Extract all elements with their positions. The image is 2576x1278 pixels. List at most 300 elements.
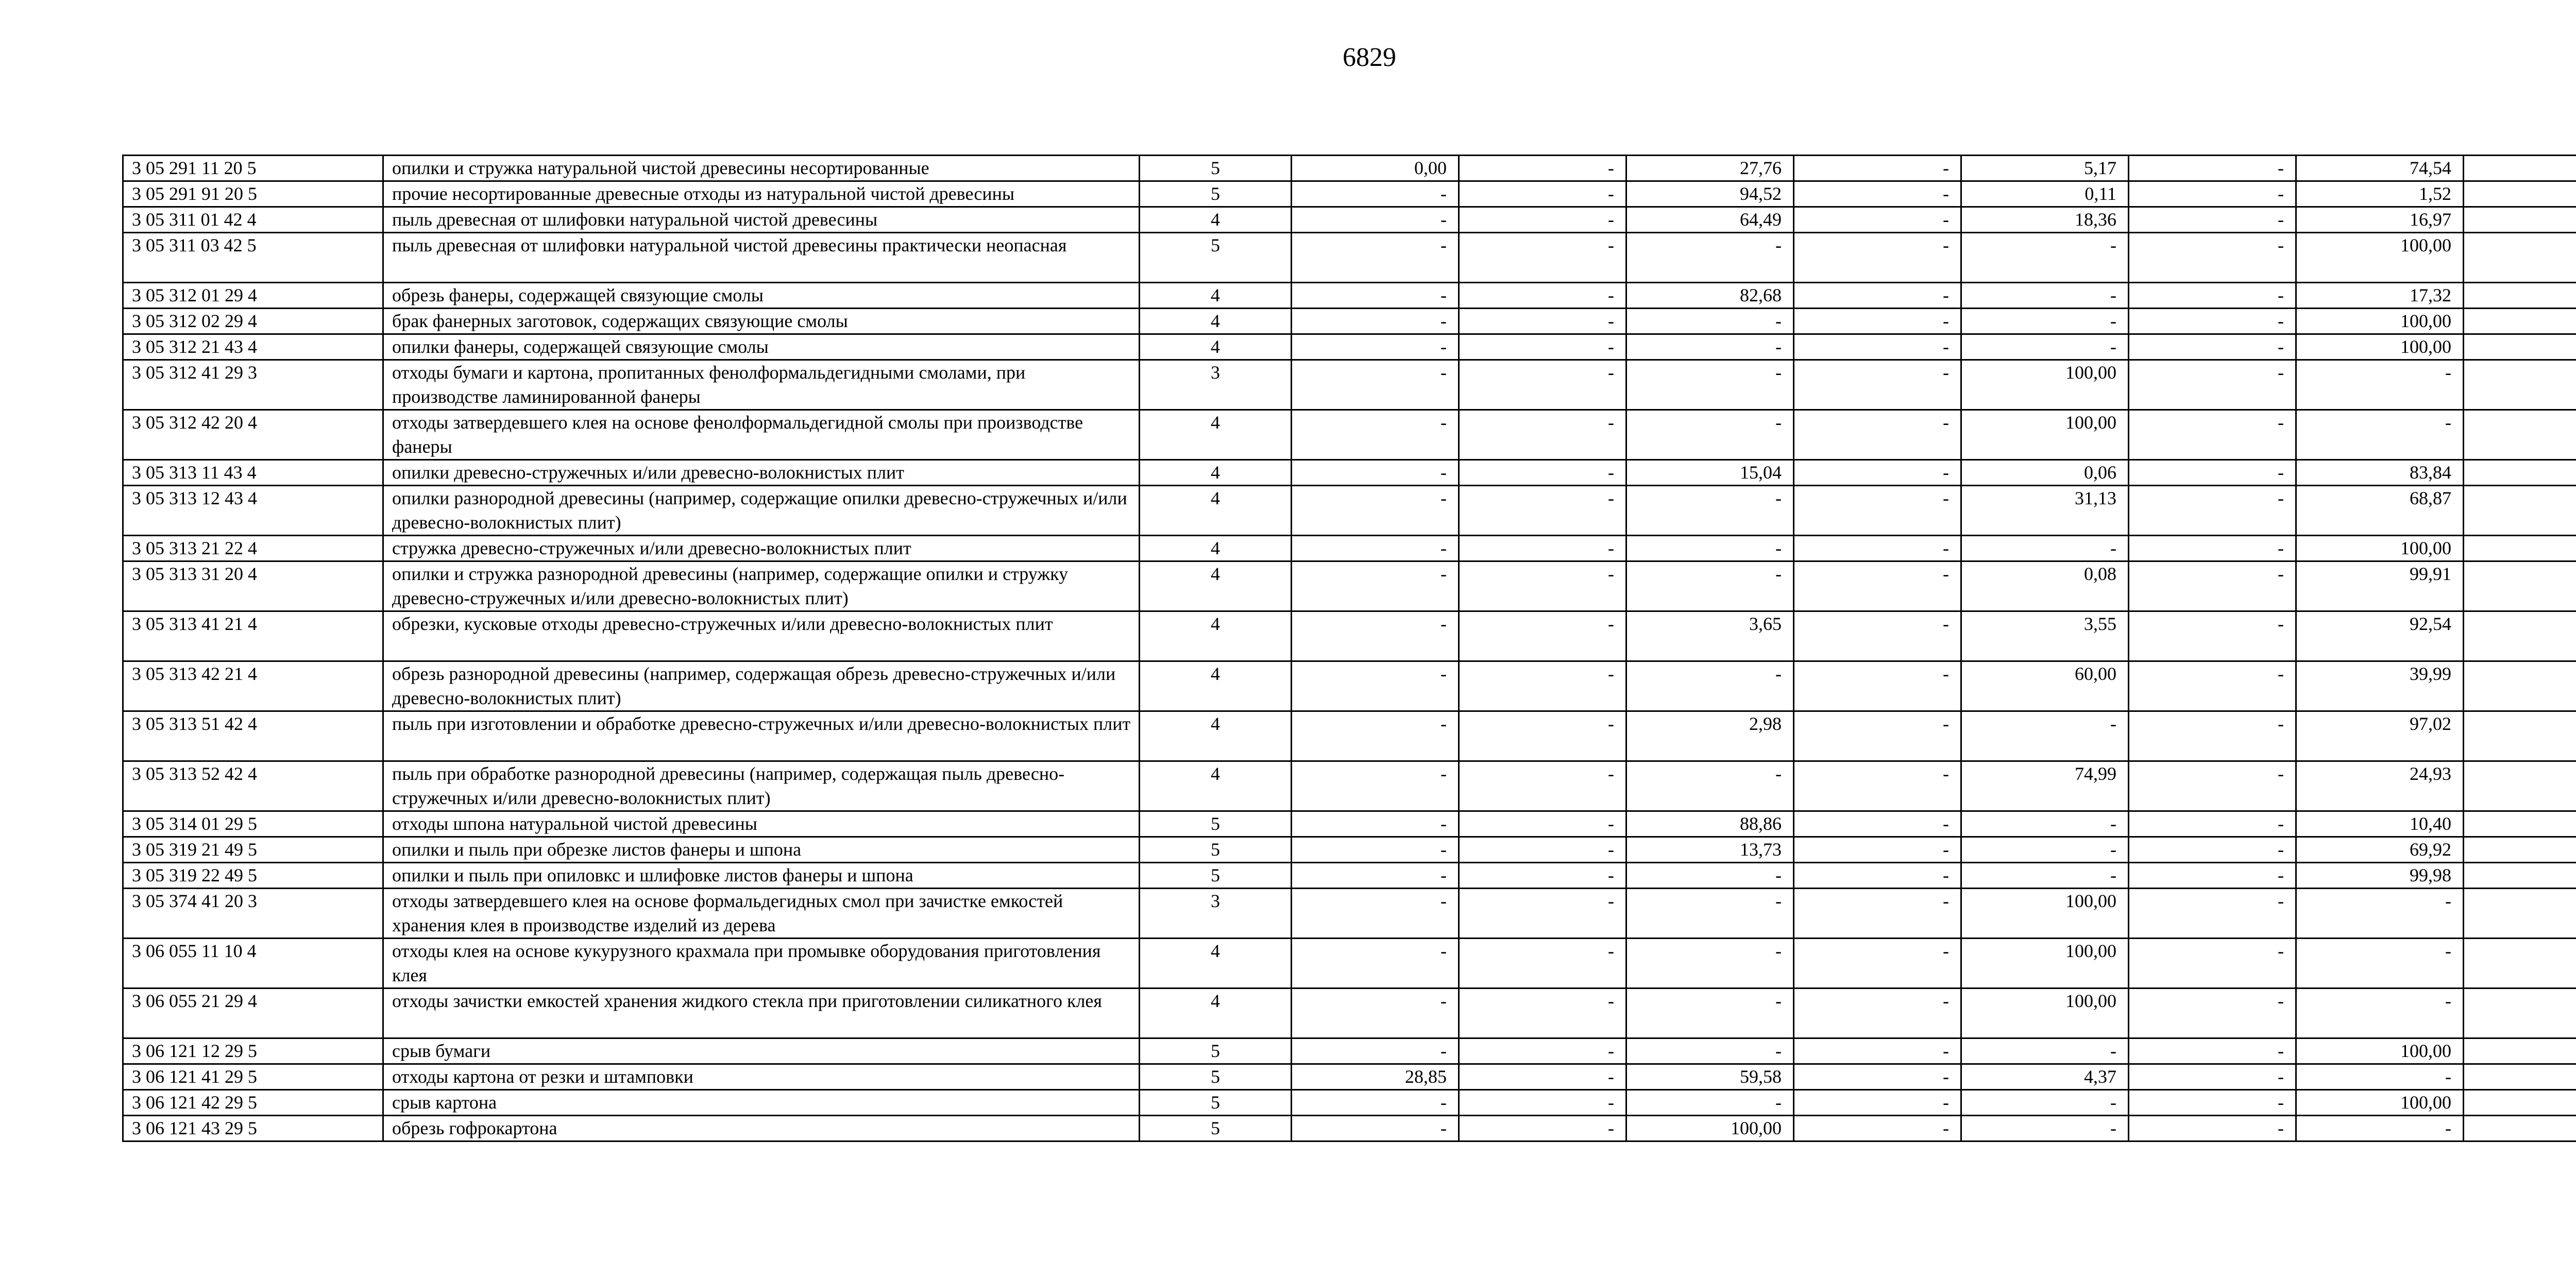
value-2-cell: - bbox=[1459, 181, 1626, 207]
value-6-cell: - bbox=[2129, 309, 2296, 334]
value-4-cell: - bbox=[1794, 460, 1961, 486]
value-5-cell: 100,00 bbox=[1961, 989, 2129, 1038]
value-5-cell: 0,06 bbox=[1961, 460, 2129, 486]
table-row bbox=[123, 1064, 2576, 1090]
waste-code-cell: 3 05 291 91 20 5 bbox=[123, 181, 383, 207]
value-4-cell: - bbox=[1794, 207, 1961, 233]
value-4-cell: - bbox=[1794, 410, 1961, 460]
hazard-class-cell: 4 bbox=[1140, 283, 1292, 309]
value-3-cell: 3,65 bbox=[1626, 611, 1794, 661]
hazard-class-cell: 5 bbox=[1140, 863, 1292, 889]
value-3-cell: - bbox=[1626, 939, 1794, 989]
waste-code-cell: 3 05 313 11 43 4 bbox=[123, 460, 383, 486]
value-6-cell: - bbox=[2129, 863, 2296, 889]
value-3-cell: 59,58 bbox=[1626, 1064, 1794, 1090]
value-1-cell: - bbox=[1292, 989, 1459, 1038]
table-row bbox=[123, 207, 2576, 233]
value-3-cell: - bbox=[1626, 309, 1794, 334]
value-7-cell: 10,40 bbox=[2296, 811, 2464, 837]
value-2-cell: - bbox=[1459, 837, 1626, 863]
waste-code-cell: 3 05 319 22 49 5 bbox=[123, 863, 383, 889]
value-8-cell bbox=[2464, 334, 2576, 360]
table-row bbox=[123, 889, 2576, 939]
value-8-cell bbox=[2464, 611, 2576, 661]
hazard-class-cell: 4 bbox=[1140, 611, 1292, 661]
waste-code-cell: 3 05 312 42 20 4 bbox=[123, 410, 383, 460]
value-5-cell: 18,36 bbox=[1961, 207, 2129, 233]
hazard-class-cell: 5 bbox=[1140, 1064, 1292, 1090]
value-7-cell: - bbox=[2296, 1116, 2464, 1141]
value-6-cell: - bbox=[2129, 611, 2296, 661]
value-3-cell: 15,04 bbox=[1626, 460, 1794, 486]
waste-code-cell: 3 05 313 12 43 4 bbox=[123, 486, 383, 536]
table-row bbox=[123, 939, 2576, 989]
value-2-cell: - bbox=[1459, 863, 1626, 889]
value-1-cell: - bbox=[1292, 711, 1459, 761]
waste-name-cell: брак фанерных заготовок, содержащих связующие смолы bbox=[383, 309, 1140, 334]
value-5-cell: 0,11 bbox=[1961, 181, 2129, 207]
value-8-cell bbox=[2464, 360, 2576, 410]
value-5-cell: 74,99 bbox=[1961, 761, 2129, 811]
value-6-cell: - bbox=[2129, 837, 2296, 863]
value-4-cell: - bbox=[1794, 309, 1961, 334]
value-4-cell: - bbox=[1794, 939, 1961, 989]
waste-code-cell: 3 05 291 11 20 5 bbox=[123, 156, 383, 181]
table-row bbox=[123, 837, 2576, 863]
value-2-cell: - bbox=[1459, 536, 1626, 561]
value-7-cell: 74,54 bbox=[2296, 156, 2464, 181]
value-4-cell: - bbox=[1794, 181, 1961, 207]
value-8-cell bbox=[2464, 460, 2576, 486]
value-6-cell: - bbox=[2129, 233, 2296, 283]
value-3-cell: - bbox=[1626, 486, 1794, 536]
waste-name-cell: стружка древесно-стружечных и/или древесно-волокнистых плит bbox=[383, 536, 1140, 561]
waste-name-cell: срыв картона bbox=[383, 1090, 1140, 1116]
value-5-cell: - bbox=[1961, 837, 2129, 863]
value-8-cell bbox=[2464, 410, 2576, 460]
value-5-cell: 100,00 bbox=[1961, 410, 2129, 460]
value-1-cell: - bbox=[1292, 863, 1459, 889]
value-4-cell: - bbox=[1794, 1090, 1961, 1116]
table-row bbox=[123, 611, 2576, 661]
waste-name-cell: опилки и пыль при опиловкс и шлифовке листов фанеры и шпона bbox=[383, 863, 1140, 889]
value-6-cell: - bbox=[2129, 811, 2296, 837]
value-7-cell: - bbox=[2296, 360, 2464, 410]
value-6-cell: - bbox=[2129, 1038, 2296, 1064]
table-row bbox=[123, 811, 2576, 837]
value-8-cell bbox=[2464, 181, 2576, 207]
value-1-cell: - bbox=[1292, 661, 1459, 711]
value-5-cell: 0,08 bbox=[1961, 561, 2129, 611]
value-2-cell: - bbox=[1459, 207, 1626, 233]
value-2-cell: - bbox=[1459, 939, 1626, 989]
value-7-cell: 99,98 bbox=[2296, 863, 2464, 889]
value-4-cell: - bbox=[1794, 334, 1961, 360]
value-3-cell: - bbox=[1626, 863, 1794, 889]
value-2-cell: - bbox=[1459, 1116, 1626, 1141]
value-2-cell: - bbox=[1459, 360, 1626, 410]
value-7-cell: - bbox=[2296, 989, 2464, 1038]
value-2-cell: - bbox=[1459, 486, 1626, 536]
hazard-class-cell: 4 bbox=[1140, 989, 1292, 1038]
table-row bbox=[123, 233, 2576, 283]
value-7-cell: 1,52 bbox=[2296, 181, 2464, 207]
waste-name-cell: отходы бумаги и картона, пропитанных фенолформальдегидными смолами, при производстве ламинированной фанеры bbox=[383, 360, 1140, 410]
value-1-cell: - bbox=[1292, 536, 1459, 561]
value-5-cell: - bbox=[1961, 233, 2129, 283]
value-3-cell: 88,86 bbox=[1626, 811, 1794, 837]
value-2-cell: - bbox=[1459, 156, 1626, 181]
waste-name-cell: отходы затвердевшего клея на основе фенолформальдегидной смолы при производстве фанеры bbox=[383, 410, 1140, 460]
value-1-cell: - bbox=[1292, 889, 1459, 939]
waste-name-cell: срыв бумаги bbox=[383, 1038, 1140, 1064]
value-4-cell: - bbox=[1794, 761, 1961, 811]
value-7-cell: - bbox=[2296, 410, 2464, 460]
value-2-cell: - bbox=[1459, 410, 1626, 460]
value-1-cell: - bbox=[1292, 181, 1459, 207]
waste-name-cell: пыль древесная от шлифовки натуральной чистой древесины bbox=[383, 207, 1140, 233]
hazard-class-cell: 3 bbox=[1140, 889, 1292, 939]
waste-code-cell: 3 06 121 12 29 5 bbox=[123, 1038, 383, 1064]
value-6-cell: - bbox=[2129, 1116, 2296, 1141]
waste-name-cell: опилки и стружка разнородной древесины (например, содержащие опилки и стружку древесно-стружечных и/или древесно-волокнистых плит) bbox=[383, 561, 1140, 611]
waste-code-cell: 3 05 311 03 42 5 bbox=[123, 233, 383, 283]
value-2-cell: - bbox=[1459, 1090, 1626, 1116]
hazard-class-cell: 5 bbox=[1140, 1090, 1292, 1116]
value-8-cell bbox=[2464, 561, 2576, 611]
value-7-cell: 92,54 bbox=[2296, 611, 2464, 661]
value-4-cell: - bbox=[1794, 1038, 1961, 1064]
waste-code-cell: 3 06 055 21 29 4 bbox=[123, 989, 383, 1038]
value-5-cell: - bbox=[1961, 334, 2129, 360]
waste-name-cell: отходы шпона натуральной чистой древесины bbox=[383, 811, 1140, 837]
value-3-cell: 94,52 bbox=[1626, 181, 1794, 207]
value-4-cell: - bbox=[1794, 156, 1961, 181]
value-8-cell bbox=[2464, 207, 2576, 233]
hazard-class-cell: 4 bbox=[1140, 761, 1292, 811]
value-8-cell bbox=[2464, 1038, 2576, 1064]
value-3-cell: - bbox=[1626, 661, 1794, 711]
waste-code-cell: 3 05 312 41 29 3 bbox=[123, 360, 383, 410]
waste-code-cell: 3 06 121 43 29 5 bbox=[123, 1116, 383, 1141]
table-row bbox=[123, 1116, 2576, 1141]
value-3-cell: 100,00 bbox=[1626, 1116, 1794, 1141]
value-8-cell bbox=[2464, 863, 2576, 889]
value-8-cell bbox=[2464, 486, 2576, 536]
value-2-cell: - bbox=[1459, 1038, 1626, 1064]
value-2-cell: - bbox=[1459, 561, 1626, 611]
value-2-cell: - bbox=[1459, 611, 1626, 661]
value-1-cell: - bbox=[1292, 1116, 1459, 1141]
value-4-cell: - bbox=[1794, 989, 1961, 1038]
value-8-cell bbox=[2464, 1090, 2576, 1116]
waste-name-cell: опилки фанеры, содержащей связующие смолы bbox=[383, 334, 1140, 360]
value-8-cell bbox=[2464, 711, 2576, 761]
value-6-cell: - bbox=[2129, 207, 2296, 233]
value-3-cell: - bbox=[1626, 889, 1794, 939]
value-4-cell: - bbox=[1794, 283, 1961, 309]
waste-code-cell: 3 05 313 52 42 4 bbox=[123, 761, 383, 811]
value-6-cell: - bbox=[2129, 1090, 2296, 1116]
hazard-class-cell: 5 bbox=[1140, 156, 1292, 181]
value-1-cell: - bbox=[1292, 410, 1459, 460]
value-7-cell: - bbox=[2296, 1064, 2464, 1090]
value-5-cell: - bbox=[1961, 309, 2129, 334]
value-3-cell: 13,73 bbox=[1626, 837, 1794, 863]
hazard-class-cell: 4 bbox=[1140, 536, 1292, 561]
value-7-cell: 39,99 bbox=[2296, 661, 2464, 711]
waste-name-cell: опилки древесно-стружечных и/или древесно-волокнистых плит bbox=[383, 460, 1140, 486]
value-1-cell: - bbox=[1292, 360, 1459, 410]
value-8-cell bbox=[2464, 889, 2576, 939]
hazard-class-cell: 5 bbox=[1140, 837, 1292, 863]
value-1-cell: 28,85 bbox=[1292, 1064, 1459, 1090]
value-4-cell: - bbox=[1794, 360, 1961, 410]
hazard-class-cell: 4 bbox=[1140, 939, 1292, 989]
value-6-cell: - bbox=[2129, 460, 2296, 486]
waste-code-cell: 3 06 121 42 29 5 bbox=[123, 1090, 383, 1116]
table-row bbox=[123, 460, 2576, 486]
value-3-cell: - bbox=[1626, 360, 1794, 410]
value-8-cell bbox=[2464, 233, 2576, 283]
waste-code-cell: 3 05 312 21 43 4 bbox=[123, 334, 383, 360]
value-4-cell: - bbox=[1794, 486, 1961, 536]
value-4-cell: - bbox=[1794, 837, 1961, 863]
waste-code-cell: 3 05 313 41 21 4 bbox=[123, 611, 383, 661]
hazard-class-cell: 5 bbox=[1140, 1038, 1292, 1064]
value-5-cell: 5,17 bbox=[1961, 156, 2129, 181]
value-8-cell bbox=[2464, 283, 2576, 309]
table-row bbox=[123, 1038, 2576, 1064]
hazard-class-cell: 4 bbox=[1140, 410, 1292, 460]
hazard-class-cell: 5 bbox=[1140, 233, 1292, 283]
value-8-cell bbox=[2464, 1064, 2576, 1090]
value-1-cell: - bbox=[1292, 611, 1459, 661]
value-7-cell: 97,02 bbox=[2296, 711, 2464, 761]
value-7-cell: 100,00 bbox=[2296, 1090, 2464, 1116]
value-1-cell: - bbox=[1292, 309, 1459, 334]
value-2-cell: - bbox=[1459, 309, 1626, 334]
value-6-cell: - bbox=[2129, 989, 2296, 1038]
hazard-class-cell: 4 bbox=[1140, 460, 1292, 486]
value-2-cell: - bbox=[1459, 334, 1626, 360]
table-row bbox=[123, 360, 2576, 410]
value-3-cell: - bbox=[1626, 561, 1794, 611]
value-3-cell: 2,98 bbox=[1626, 711, 1794, 761]
value-8-cell bbox=[2464, 661, 2576, 711]
hazard-class-cell: 5 bbox=[1140, 811, 1292, 837]
value-4-cell: - bbox=[1794, 889, 1961, 939]
value-1-cell: - bbox=[1292, 334, 1459, 360]
waste-name-cell: отходы зачистки емкостей хранения жидкого стекла при приготовлении силикатного клея bbox=[383, 989, 1140, 1038]
value-6-cell: - bbox=[2129, 536, 2296, 561]
value-5-cell: - bbox=[1961, 1116, 2129, 1141]
table-row bbox=[123, 1090, 2576, 1116]
value-3-cell: - bbox=[1626, 761, 1794, 811]
value-5-cell: 4,37 bbox=[1961, 1064, 2129, 1090]
value-6-cell: - bbox=[2129, 939, 2296, 989]
value-5-cell: 3,55 bbox=[1961, 611, 2129, 661]
value-4-cell: - bbox=[1794, 811, 1961, 837]
table-row bbox=[123, 410, 2576, 460]
waste-code-cell: 3 05 312 02 29 4 bbox=[123, 309, 383, 334]
table-row bbox=[123, 761, 2576, 811]
value-7-cell: 100,00 bbox=[2296, 536, 2464, 561]
value-7-cell: 69,92 bbox=[2296, 837, 2464, 863]
value-4-cell: - bbox=[1794, 536, 1961, 561]
waste-name-cell: обрезь фанеры, содержащей связующие смолы bbox=[383, 283, 1140, 309]
waste-name-cell: опилки и пыль при обрезке листов фанеры и шпона bbox=[383, 837, 1140, 863]
value-1-cell: - bbox=[1292, 207, 1459, 233]
value-7-cell: 100,00 bbox=[2296, 233, 2464, 283]
value-2-cell: - bbox=[1459, 283, 1626, 309]
value-4-cell: - bbox=[1794, 661, 1961, 711]
waste-name-cell: обрезь разнородной древесины (например, содержащая обрезь древесно-стружечных и/или древесно-волокнистых плит) bbox=[383, 661, 1140, 711]
value-3-cell: 64,49 bbox=[1626, 207, 1794, 233]
table-row bbox=[123, 309, 2576, 334]
value-5-cell: 100,00 bbox=[1961, 360, 2129, 410]
waste-name-cell: опилки разнородной древесины (например, содержащие опилки древесно-стружечных и/или древесно-волокнистых плит) bbox=[383, 486, 1140, 536]
value-1-cell: - bbox=[1292, 233, 1459, 283]
value-3-cell: 27,76 bbox=[1626, 156, 1794, 181]
table-row bbox=[123, 561, 2576, 611]
value-6-cell: - bbox=[2129, 181, 2296, 207]
value-5-cell: 60,00 bbox=[1961, 661, 2129, 711]
value-6-cell: - bbox=[2129, 283, 2296, 309]
hazard-class-cell: 5 bbox=[1140, 181, 1292, 207]
hazard-class-cell: 5 bbox=[1140, 1116, 1292, 1141]
table-row bbox=[123, 711, 2576, 761]
value-7-cell: 100,00 bbox=[2296, 309, 2464, 334]
value-6-cell: - bbox=[2129, 761, 2296, 811]
waste-composition-table bbox=[122, 155, 2576, 1142]
value-5-cell: - bbox=[1961, 863, 2129, 889]
value-5-cell: - bbox=[1961, 1038, 2129, 1064]
hazard-class-cell: 4 bbox=[1140, 207, 1292, 233]
value-5-cell: 100,00 bbox=[1961, 889, 2129, 939]
waste-name-cell: пыль при изготовлении и обработке древесно-стружечных и/или древесно-волокнистых плит bbox=[383, 711, 1140, 761]
page-number: 6829 bbox=[1343, 43, 1396, 72]
value-6-cell: - bbox=[2129, 360, 2296, 410]
value-1-cell: - bbox=[1292, 283, 1459, 309]
value-4-cell: - bbox=[1794, 863, 1961, 889]
value-1-cell: - bbox=[1292, 811, 1459, 837]
hazard-class-cell: 4 bbox=[1140, 334, 1292, 360]
waste-code-cell: 3 05 313 51 42 4 bbox=[123, 711, 383, 761]
value-6-cell: - bbox=[2129, 711, 2296, 761]
waste-code-cell: 3 05 313 31 20 4 bbox=[123, 561, 383, 611]
waste-name-cell: пыль древесная от шлифовки натуральной чистой древесины практически неопасная bbox=[383, 233, 1140, 283]
waste-name-cell: отходы затвердевшего клея на основе формальдегидных смол при зачистке емкостей хранения клея в производстве изделий из дерева bbox=[383, 889, 1140, 939]
value-3-cell: 82,68 bbox=[1626, 283, 1794, 309]
value-1-cell: 0,00 bbox=[1292, 156, 1459, 181]
value-5-cell: - bbox=[1961, 811, 2129, 837]
value-3-cell: - bbox=[1626, 989, 1794, 1038]
value-1-cell: - bbox=[1292, 460, 1459, 486]
value-2-cell: - bbox=[1459, 460, 1626, 486]
value-4-cell: - bbox=[1794, 611, 1961, 661]
value-4-cell: - bbox=[1794, 1064, 1961, 1090]
waste-name-cell: отходы клея на основе кукурузного крахмала при промывке оборудования приготовления клея bbox=[383, 939, 1140, 989]
value-3-cell: - bbox=[1626, 1090, 1794, 1116]
value-6-cell: - bbox=[2129, 561, 2296, 611]
value-3-cell: - bbox=[1626, 1038, 1794, 1064]
value-6-cell: - bbox=[2129, 661, 2296, 711]
value-6-cell: - bbox=[2129, 486, 2296, 536]
value-6-cell: - bbox=[2129, 1064, 2296, 1090]
value-7-cell: 83,84 bbox=[2296, 460, 2464, 486]
value-8-cell bbox=[2464, 811, 2576, 837]
value-8-cell bbox=[2464, 939, 2576, 989]
value-2-cell: - bbox=[1459, 1064, 1626, 1090]
value-3-cell: - bbox=[1626, 536, 1794, 561]
table-row bbox=[123, 863, 2576, 889]
hazard-class-cell: 3 bbox=[1140, 360, 1292, 410]
value-7-cell: - bbox=[2296, 939, 2464, 989]
value-3-cell: - bbox=[1626, 334, 1794, 360]
value-5-cell: 100,00 bbox=[1961, 939, 2129, 989]
waste-code-cell: 3 05 312 01 29 4 bbox=[123, 283, 383, 309]
value-7-cell: 17,32 bbox=[2296, 283, 2464, 309]
value-6-cell: - bbox=[2129, 334, 2296, 360]
waste-code-cell: 3 05 314 01 29 5 bbox=[123, 811, 383, 837]
value-8-cell bbox=[2464, 1116, 2576, 1141]
value-7-cell: 100,00 bbox=[2296, 1038, 2464, 1064]
value-7-cell: 24,93 bbox=[2296, 761, 2464, 811]
table-row bbox=[123, 156, 2576, 181]
waste-name-cell: обрезь гофрокартона bbox=[383, 1116, 1140, 1141]
hazard-class-cell: 4 bbox=[1140, 486, 1292, 536]
waste-code-cell: 3 05 313 42 21 4 bbox=[123, 661, 383, 711]
value-1-cell: - bbox=[1292, 761, 1459, 811]
value-8-cell bbox=[2464, 309, 2576, 334]
table-row bbox=[123, 536, 2576, 561]
value-7-cell: 68,87 bbox=[2296, 486, 2464, 536]
value-2-cell: - bbox=[1459, 889, 1626, 939]
hazard-class-cell: 4 bbox=[1140, 711, 1292, 761]
table-row bbox=[123, 486, 2576, 536]
value-5-cell: - bbox=[1961, 1090, 2129, 1116]
value-2-cell: - bbox=[1459, 233, 1626, 283]
value-8-cell bbox=[2464, 761, 2576, 811]
table-row bbox=[123, 181, 2576, 207]
value-1-cell: - bbox=[1292, 837, 1459, 863]
table-row bbox=[123, 661, 2576, 711]
waste-name-cell: опилки и стружка натуральной чистой древесины несортированные bbox=[383, 156, 1140, 181]
value-7-cell: - bbox=[2296, 889, 2464, 939]
value-1-cell: - bbox=[1292, 939, 1459, 989]
hazard-class-cell: 4 bbox=[1140, 561, 1292, 611]
value-8-cell bbox=[2464, 536, 2576, 561]
value-3-cell: - bbox=[1626, 233, 1794, 283]
waste-name-cell: отходы картона от резки и штамповки bbox=[383, 1064, 1140, 1090]
value-5-cell: 31,13 bbox=[1961, 486, 2129, 536]
waste-name-cell: обрезки, кусковые отходы древесно-стружечных и/или древесно-волокнистых плит bbox=[383, 611, 1140, 661]
value-5-cell: - bbox=[1961, 536, 2129, 561]
value-8-cell bbox=[2464, 837, 2576, 863]
value-4-cell: - bbox=[1794, 1116, 1961, 1141]
value-2-cell: - bbox=[1459, 989, 1626, 1038]
value-2-cell: - bbox=[1459, 661, 1626, 711]
waste-code-cell: 3 05 374 41 20 3 bbox=[123, 889, 383, 939]
waste-code-cell: 3 05 313 21 22 4 bbox=[123, 536, 383, 561]
waste-code-cell: 3 06 055 11 10 4 bbox=[123, 939, 383, 989]
table-row bbox=[123, 334, 2576, 360]
value-5-cell: - bbox=[1961, 283, 2129, 309]
value-1-cell: - bbox=[1292, 1038, 1459, 1064]
hazard-class-cell: 4 bbox=[1140, 661, 1292, 711]
waste-code-cell: 3 05 319 21 49 5 bbox=[123, 837, 383, 863]
